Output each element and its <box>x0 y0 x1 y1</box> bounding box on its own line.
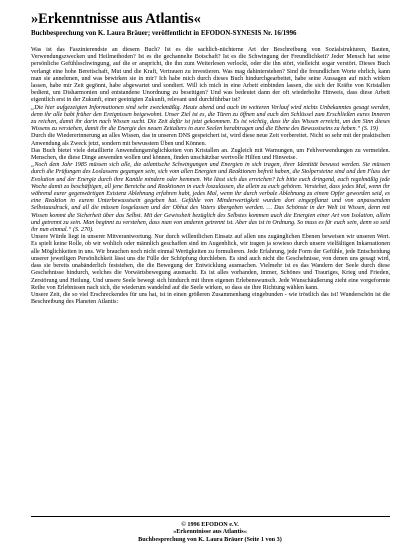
footer-divider <box>31 516 390 517</box>
footer-title: »Erkenntnisse aus Atlantis« <box>173 528 247 536</box>
paragraph-3: Das Buch bietet viele detaillierte Anwendungsmöglichkeiten von Kristallen an. Zugleich mit Warnungen, um Fehlverwendungen zu vermeiden. Menschen, die diese Dinge anwenden wollen und können, finden unschätzbar wertvolle Hilfen und Hinweise. <box>31 147 390 162</box>
quote-1: „Die hier aufgezeigten Informationen sind sehr zweckmäßig. Heute abend und auch im weiteren Verlauf wird nichts Unbekanntes gesagt werden, denn ihr alle habt früher den Ereignissen beigewohnt. Unser Ziel ist es, die Türen zu öffnen und euch den Schlüssel zum Erschließen eures Inneren zu reichen, damit ihr darin nach Wissen sucht. Die Zeit dafür ist jetzt gekommen. Es ist wichtig, dass ihr das Wissen erreicht, um den Sinn dieses Wissens zu verstehen, damit ihr die Energie des neuen Zeitalters in eure Seelen herabtragen und die Ebene des Bewusstseins zu heben.“ (S. 19) <box>31 104 390 133</box>
document-title: »Erkenntnisse aus Atlantis« <box>31 11 201 27</box>
page-footer <box>0 521 420 543</box>
footer-page-info: Buchbesprechung von K. Laura Bräuer (Seite 1 von 3) <box>138 535 282 543</box>
paragraph-1: Was ist das Faszinierendste an diesem Buch? Ist es die sachlich-nüchterne Art der Beschreibung von Sozialstrukturen, Bauten, Verwendungszwecken und Heilmethoden? Ist es die gechanneltе Botschaft? Ist es die Schwingung der Freundlichkeit? Jeder Mensch hat seine persönliche Gefühlsschwingung, auf die er anspricht, die ihn zum Weiterlesen verlockt, oder die ihn stört, vielleicht sogar verstört. Dieses Buch verlangt eine hohe Bereitschaft, Mut und die Kraft, Vertrauen zu investieren. Was mag dahinterstehen? Sind die freundlichen Worte ehrlich, kann man sie annehmen, und was bewirken sie in mir? Ich habe mich durch dieses Buch hindurchgearbeitet, habe seine Aussagen auf mich wirken lassen, habe mir Zeit gegönnt, habe abgewartet und sondiert. Will ich mich in eine Arbeit einbinden lassen, die sich der Kräfte von Kristallen bedient, um Disharmonien und entstandene Unordnung zu beseitigen? Und was bedeutet dann der oft wiederholte Hinweis, dass diese Arbeit eigentlich erst in der Zukunft, einer geeinigten Zukunft, relevant und durchführbar ist? <box>31 47 390 104</box>
quote-2: „Noch dem Jahr 1985 müssen sich alle, die atlantische Schwingungen und Energien in sich tragen, ihrer Identität bewusst werden. Sie müssen durch die Prüfungen des Loslassens gegangen sein, sich vom allen Energien und Reaktionen befreit haben, die Stolpersteine sind und den Fluss der Evolution und der Energie durch ihre Kanäle mindern oder hemmen. Wie lässt sich das erreichen? Ich bitte euch dringend, euch regelmäßig jede Woche damit zu beschäftigen, all jene Bereiche und Reaktionen in euch loszulassen, die allein zu euch gehören. Verstehet, dass jedes Mal, wenn ihr während eurer gegenwärtigen Existenz Ablehnung erfahren habt, jedes Mal, wenn ihr durch verbale Ablehnung zu einem Opfer geworden seid, es eine Reaktion in eurem Unterbewusstsein gegeben hat. Gefühle von Minderwertigkeit wurden dort eingepflanzt und von anpassendem Selbstausdruck, und all die müssen losgelassen und der Obhut des Vaters übergeben werden. … Das Schönste in der Welt ist Wissen, denn mit Wissen kommt die Sicherheit über das Selbst. Mit der Gewissheit bezüglich des Selbstes kommen auch die Energien einer Art von Isolation, allein und getrennt zu sein. Man beginnt zu verstehen, dass man von anderen getrennt ist. Aber das ist in Ordnung. So muss es für euch sein, denn so seid ihr nun einmal.“ (S. 270). <box>31 162 390 234</box>
footer-copyright: © 1996 EFODON e.V. <box>181 521 239 528</box>
document-subtitle: Buchbesprechung von K. Laura Bräuer; veröffentlicht in EFODON-SYNESIS Nr. 16/1996 <box>31 30 297 37</box>
article-body <box>31 47 390 306</box>
paragraph-5: Unsere Zeit, die so viel Erschreckendes für uns hat, ist in einen größeren Zusammenhang eingebunden - wie tröstlich das ist! Wunderschön ist die Beschreibung des Planeten Atlantis: <box>31 291 390 306</box>
paragraph-4: Unsere Würde liegt in unserer Mitverantwortung. Nur durch willentlichen Einsatz auf allen uns zugänglichen Ebenen beweisen wir unseren Wert. Es spielt keine Rolle, ob wir wohlich oder männlich geschaffen sind im Augenblick, wir tragen ja sowieso durch unsere vielfältigen Inkarnationen alle Möglichkeiten in uns. Wir brauchen noch nicht einmal Wertigkeiten zu formulieren. Jede Erfahrung, jede Form der Gefühle, jede Entscheidung unserer jeweiligen Persönlichkeit lässt uns die Fülle der Schöpfung durchleben. Es sind auch nicht die Geschehnisse, von denen uns gesagt wird, dass sie bereits unabänderlich feststehen, die die Bewegung der Entwicklung ausmachen. Vielmehr ist es das Wandern der Seele durch diese Geschehnisse hindurch, welches die Vorwärtsbewegung ausmacht. Es ist alles vorhanden, immer, Schönes und Trauriges, Krieg und Frieden, Zerstörung und Heilung. Und unsere Seele bewegt sich hindurch mit ihren eigenen Erlebenswunsch. Jede Wunschäußerung zieht eine vorgeformte Reihe von Erlebnissen nach sich, die wiederum wandelnd auf die Seele wirken, so dass sie ihre Richtung wählen kann. <box>31 234 390 291</box>
paragraph-2: Durch die Wiedererinnerung an alles Wissen, das in unseren DNS gespeichert ist, wird diese neue Zeit vorbereitet. Nicht so sehr mit der praktischen Anwendung als Zweck jetzt, sondern mit bewusstem Üben und Können. <box>31 133 390 147</box>
